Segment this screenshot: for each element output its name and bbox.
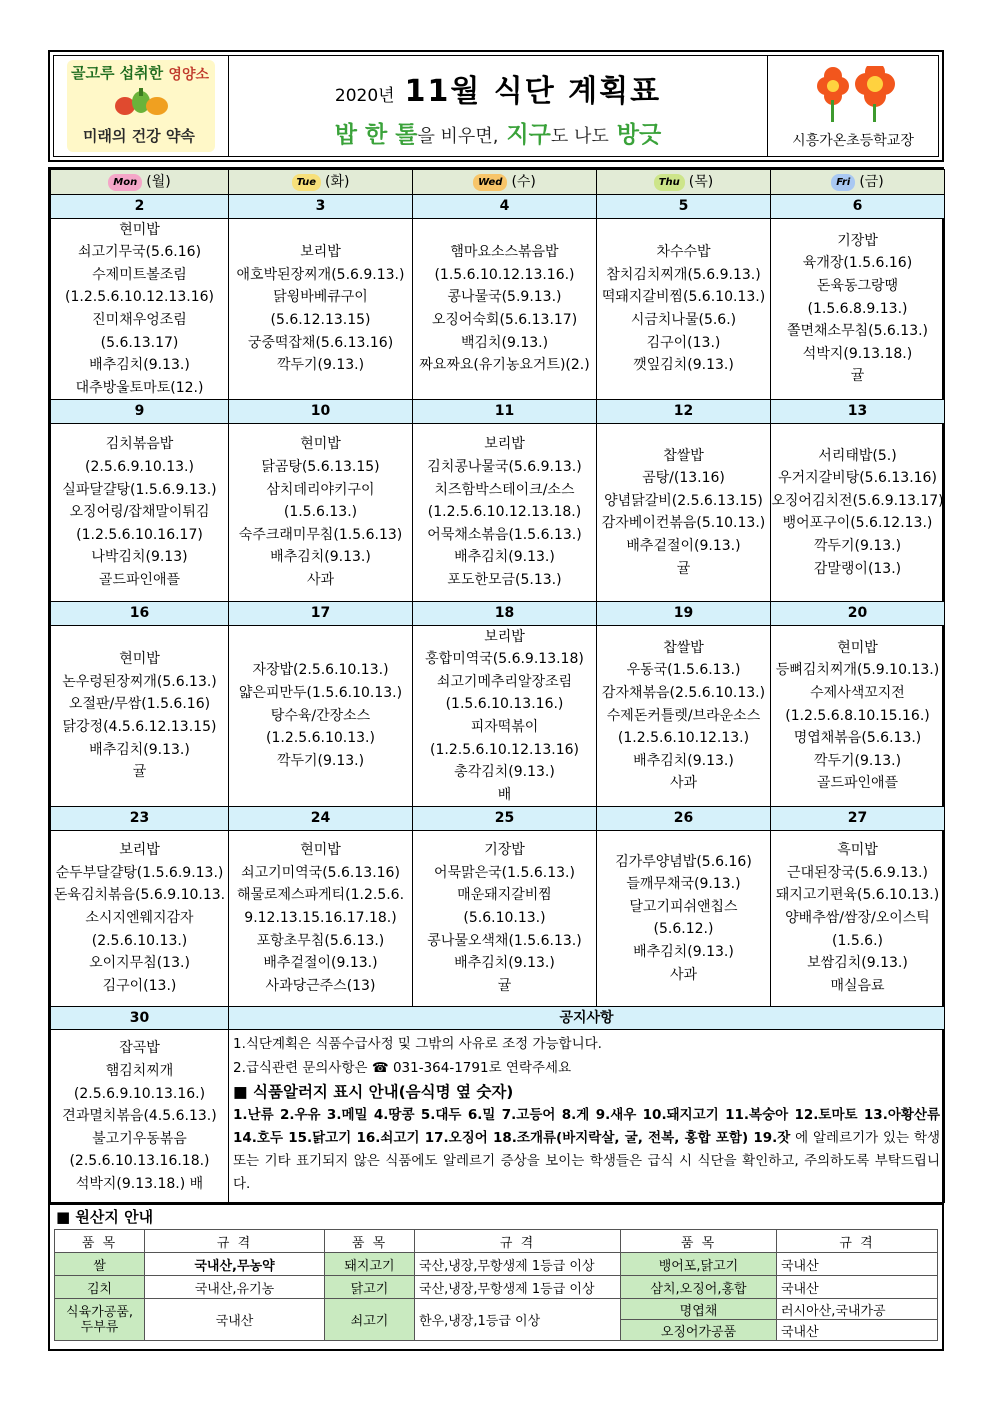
menu-item: 배추김치(9.13.) — [89, 357, 190, 374]
menu-cell — [771, 625, 945, 807]
menu-item: 골드파인애플 — [816, 775, 899, 792]
menu-cell — [771, 830, 945, 1006]
origin-spec: 국산,냉장,무항생제 1등급 이상 — [415, 1276, 621, 1299]
slogan-c: 지구 — [506, 122, 551, 148]
menu-item: 기장밥 — [837, 232, 878, 249]
menu-item: (1.5.6.10.13.16.) — [445, 696, 564, 713]
date-cell: 5 — [597, 195, 771, 219]
allergy-text: 에 알레르기가 있는 학생 또는 기타 표기되지 않은 식품에도 알레르기 증상을 보이는 학생들은 급식 시 식단을 확인하고, 주의하도록 부탁드립니다. — [233, 1130, 940, 1193]
menu-page — [48, 50, 944, 1351]
slogan-a: 밥 한 톨 — [334, 122, 418, 148]
date-cell: 18 — [413, 601, 597, 625]
menu-item: 석박지(9.13.18.) — [802, 345, 913, 362]
menu-item: 김가루양념밥(5.6.16) — [615, 853, 752, 870]
menu-item: 배추김치(9.13.) — [270, 549, 371, 566]
menu-item: 깍두기(9.13.) — [276, 357, 365, 374]
menu-item: 보리밥 — [300, 244, 341, 261]
menu-item: 양배추쌈/쌈장/오이스틱 — [785, 910, 930, 927]
title-cell — [229, 56, 768, 156]
menu-item: 귤 — [132, 764, 147, 781]
date-cell: 10 — [229, 400, 413, 424]
menu-cell — [771, 423, 945, 601]
menu-item: 김구이(13.) — [102, 977, 177, 994]
menu-item: 쇠고기무국(5.6.16) — [77, 244, 202, 261]
day-tag: Fri — [831, 174, 855, 191]
menu-item: 돼지고기편육(5.6.10.13.) — [775, 887, 940, 904]
year: 2020년 — [334, 86, 395, 106]
menu-item: (2.5.6.9.10.13.) — [85, 458, 194, 475]
menu-item: 삼치데리야키구이 — [266, 481, 375, 498]
day-tag: Mon — [108, 174, 142, 191]
origin-header: 규 격 — [415, 1230, 621, 1253]
menu-cell — [229, 830, 413, 1006]
date-cell: 20 — [771, 601, 945, 625]
slogan-b: 을 비우면, — [417, 126, 499, 147]
menu-item: 우동국(1.5.6.13.) — [626, 662, 741, 679]
menu-item: 매실음료 — [830, 977, 885, 994]
menu-item: 오이지무침(13.) — [89, 955, 190, 972]
menu-item: 치즈함박스테이크/소스 — [434, 481, 575, 498]
allergy-info — [233, 1104, 940, 1196]
menu-item: 오징어숙회(5.6.13.17) — [431, 311, 578, 328]
menu-item: 등뼈김치찌개(5.9.10.13.) — [775, 662, 940, 679]
logo-cell — [54, 56, 229, 156]
menu-item: (1.2.5.6.10.12.13.16) — [430, 741, 579, 758]
page-title — [229, 66, 767, 110]
menu-item: (5.6.10.13.) — [463, 910, 546, 927]
menu-item: 자장밥(2.5.6.10.13.) — [252, 662, 389, 679]
origin-row — [55, 1276, 938, 1299]
menu-item: 현미밥 — [300, 436, 341, 453]
menu-item: 명엽채볶음(5.6.13.) — [793, 730, 922, 747]
menu-item: 우거지갈비탕(5.6.13.16) — [778, 470, 937, 487]
logo-text-right: 영양소 — [168, 67, 209, 83]
menu-cell — [229, 625, 413, 807]
menu-item: 콩나물국(5.9.13.) — [447, 289, 562, 306]
origin-item: 쇠고기 — [325, 1299, 415, 1341]
date-cell: 17 — [229, 601, 413, 625]
menu-item: 쇠고기미역국(5.6.13.16) — [241, 864, 400, 881]
menu-item: 잡곡밥 — [119, 1040, 160, 1057]
menu-item: 9.12.13.15.16.17.18.) — [244, 910, 397, 927]
menu-cell — [597, 423, 771, 601]
menu-item: 홍합미역국(5.6.9.13.18) — [425, 651, 584, 668]
date-row — [51, 195, 945, 219]
menu-item: 현미밥 — [119, 651, 160, 668]
menu-item: 현미밥 — [837, 639, 878, 656]
menu-item: 나박김치(9.13) — [91, 549, 188, 566]
menu-item: 육개장(1.5.6.16) — [802, 255, 913, 272]
menu-item: 배추김치(9.13.) — [89, 741, 190, 758]
menu-cell — [597, 218, 771, 400]
menu-item: (2.5.6.10.13.16.18.) — [69, 1153, 210, 1170]
weekday-fri: Fri (금) — [771, 170, 945, 195]
menu-item: 오징어김치전(5.6.9.13.17) — [771, 492, 944, 509]
origin-spec: 한우,냉장,1등급 이상 — [415, 1299, 621, 1341]
menu-item: 깍두기(9.13.) — [276, 752, 365, 769]
menu-item: 귤 — [676, 560, 691, 577]
menu-item: 총각김치(9.13.) — [454, 764, 555, 781]
menu-item: (5.6.13.17) — [100, 334, 179, 351]
date-cell: 30 — [51, 1006, 229, 1030]
menu-item: 보리밥 — [484, 628, 525, 645]
origin-row — [55, 1253, 938, 1276]
weekday-row — [51, 170, 945, 195]
menu-cell — [771, 218, 945, 400]
menu-item: 깍두기(9.13.) — [813, 538, 902, 555]
date-cell: 4 — [413, 195, 597, 219]
origin-item: 오징어가공품 — [621, 1320, 777, 1341]
origin-item: 식육가공품, 두부류 — [55, 1299, 145, 1341]
origin-spec: 국내산 — [777, 1253, 938, 1276]
menu-item: (1.2.5.6.10.12.13.16) — [65, 289, 214, 306]
menu-item: (1.2.5.6.10.12.13.18.) — [427, 504, 582, 521]
menu-item: 달고기피쉬앤칩스 — [629, 898, 738, 915]
menu-cell — [229, 218, 413, 400]
menu-item: 근대된장국(5.6.9.13.) — [787, 864, 928, 881]
menu-item: 현미밥 — [119, 221, 160, 238]
menu-item: 시금치나물(5.6.) — [630, 311, 737, 328]
slogan — [229, 116, 767, 149]
menu-item: 참치김치찌개(5.6.9.13.) — [606, 266, 761, 283]
logo-text-bottom: 미래의 건강 약속 — [83, 127, 195, 145]
date-cell: 9 — [51, 400, 229, 424]
menu-row — [51, 625, 945, 807]
flowers-icon — [804, 66, 904, 124]
date-row — [51, 807, 945, 831]
menu-cell — [413, 218, 597, 400]
menu-item: 애호박된장찌개(5.6.9.13.) — [236, 266, 405, 283]
weekday-wed: Wed (수) — [413, 170, 597, 195]
origin-spec: 국내산,유기농 — [145, 1276, 325, 1299]
menu-item: 보리밥 — [119, 842, 160, 859]
notice-line-1: 1.식단계획은 식품수급사정 및 그밖의 사유로 조정 가능합니다. — [233, 1036, 602, 1053]
date-cell: 23 — [51, 807, 229, 831]
logo-text-top: 골고루 섭취한 — [71, 64, 164, 82]
menu-item: 해물로제스파게티(1.2.5.6. — [236, 887, 405, 904]
date-cell: 27 — [771, 807, 945, 831]
menu-item: 차수수밥 — [656, 244, 711, 261]
menu-item: (1.2.5.6.8.10.15.16.) — [785, 707, 930, 724]
date-row — [51, 601, 945, 625]
menu-item: 포도한모금(5.13.) — [447, 571, 562, 588]
menu-item: (1.5.6.13.) — [283, 504, 358, 521]
menu-item: 실파달걀탕(1.5.6.9.13.) — [62, 481, 217, 498]
header — [48, 50, 944, 162]
menu-item: 닭곰탕(5.6.13.15) — [261, 458, 380, 475]
day-tag: Tue — [292, 174, 321, 191]
menu-item: 귤 — [497, 977, 512, 994]
menu-cell — [413, 423, 597, 601]
menu-cell — [51, 830, 229, 1006]
allergy-title: ■ 식품알러지 표시 안내(음식명 옆 숫자) — [233, 1083, 514, 1102]
menu-cell — [597, 625, 771, 807]
menu-item: (1.5.6.8.9.13.) — [807, 300, 908, 317]
menu-item: 들깨무채국(9.13.) — [626, 876, 741, 893]
weekday-thu: Thu (목) — [597, 170, 771, 195]
menu-item: 현미밥 — [300, 842, 341, 859]
menu-item: 궁중떡잡채(5.6.13.16) — [247, 334, 394, 351]
menu-item: 배추겉절이(9.13.) — [626, 538, 741, 555]
origin-header: 규 격 — [777, 1230, 938, 1253]
notice-title: 공지사항 — [229, 1006, 945, 1030]
vegetables-icon — [113, 86, 171, 120]
menu-item: 피자떡볶이 — [470, 718, 539, 735]
school-cell — [768, 56, 938, 156]
date-row — [51, 1006, 945, 1030]
menu-item: (1.2.5.6.10.13.) — [266, 730, 375, 747]
title-text: 11월 식단 계획표 — [404, 74, 662, 109]
menu-item: 어묵채소볶음(1.5.6.13.) — [427, 526, 582, 543]
origin-item: 쌀 — [55, 1253, 145, 1276]
menu-item: 햄마요소스볶음밥 — [450, 244, 559, 261]
origin-row — [55, 1299, 938, 1320]
menu-item: 짜요짜요(유기농요거트)(2.) — [419, 357, 590, 374]
menu-item: 콩나물오색채(1.5.6.13.) — [427, 932, 582, 949]
menu-cell — [597, 830, 771, 1006]
menu-item: 불고기우동볶음 — [92, 1130, 187, 1147]
date-cell: 12 — [597, 400, 771, 424]
menu-cell — [413, 625, 597, 807]
origin-header: 품 목 — [325, 1230, 415, 1253]
date-cell: 6 — [771, 195, 945, 219]
menu-item: (1.5.6.) — [832, 932, 883, 949]
origin-header-row — [55, 1230, 938, 1253]
notice-cell — [229, 1030, 945, 1203]
menu-item: 보리밥 — [484, 436, 525, 453]
menu-item: 배추김치(9.13.) — [633, 752, 734, 769]
menu-item: 얇은피만두(1.5.6.10.13.) — [238, 685, 403, 702]
menu-item: 쇠고기메추리알장조림 — [436, 673, 573, 690]
menu-item: 깻잎김치(9.13.) — [633, 357, 734, 374]
menu-item: 사과당근주스(13) — [265, 977, 376, 994]
menu-item: 수제사색꼬지전 — [810, 685, 905, 702]
school-name: 시흥가온초등학교장 — [792, 133, 914, 149]
weekday-tue: Tue (화) — [229, 170, 413, 195]
origin-item: 닭고기 — [325, 1276, 415, 1299]
menu-item: (1.2.5.6.10.12.13.) — [617, 730, 750, 747]
menu-row — [51, 218, 945, 400]
menu-cell — [229, 423, 413, 601]
menu-item: 뱅어포구이(5.6.12.13.) — [782, 515, 933, 532]
menu-item: 김구이(13.) — [646, 334, 721, 351]
menu-item: 어묵맑은국(1.5.6.13.) — [434, 864, 575, 881]
origin-header: 품 목 — [621, 1230, 777, 1253]
menu-item: 돈육김치볶음(5.6.9.10.13. — [53, 887, 226, 904]
menu-item: 찹쌀밥 — [663, 639, 704, 656]
menu-item: 포항초무침(5.6.13.) — [256, 932, 385, 949]
menu-cell — [413, 830, 597, 1006]
menu-row — [51, 830, 945, 1006]
menu-item: 기장밥 — [484, 842, 525, 859]
menu-item: 논우렁된장찌개(5.6.13.) — [62, 673, 217, 690]
menu-item: 배 — [497, 786, 512, 803]
menu-item: (1.5.6.10.12.13.16.) — [434, 266, 575, 283]
date-cell: 25 — [413, 807, 597, 831]
date-cell: 26 — [597, 807, 771, 831]
menu-item: 배추김치(9.13.) — [454, 955, 555, 972]
menu-item: 골드파인애플 — [98, 571, 181, 588]
slogan-e: 방긋 — [616, 122, 662, 148]
menu-item: 대추방울토마토(12.) — [75, 379, 204, 396]
allergy-list: 1.난류 2.우유 3.메밀 4.땅콩 5.대두 6.밀 7.고등어 8.게 9.새우 10.돼지고기 11.복숭아 12.토마토 13.아황산류 14.호두 15.닭고기 16.쇠고기 17.오징어 18.조개류(바지락살, 굴, 전복, 홍합 포함) 19.잣 — [233, 1107, 940, 1147]
origin-header: 품 목 — [55, 1230, 145, 1253]
menu-item: (2.5.6.9.10.13.16.) — [73, 1085, 206, 1102]
origin-spec: 러시아산,국내가공 — [777, 1299, 938, 1320]
menu-item: 보쌈김치(9.13.) — [807, 955, 908, 972]
menu-item: 귤 — [850, 368, 865, 385]
origin-spec: 국내산 — [145, 1299, 325, 1341]
weekday-mon: Mon (월) — [51, 170, 229, 195]
menu-item: 돈육동그랑땡 — [816, 278, 899, 295]
menu-cell-30 — [51, 1030, 229, 1203]
menu-item: 깍두기(9.13.) — [813, 752, 902, 769]
menu-item: 김치볶음밥 — [105, 436, 174, 453]
menu-item: 탕수육/간장소스 — [270, 707, 371, 724]
date-row — [51, 400, 945, 424]
origin-item: 뱅어포,닭고기 — [621, 1253, 777, 1276]
menu-item: 오절판/무쌈(1.5.6.16) — [68, 696, 211, 713]
menu-item: 양념닭갈비(2.5.6.13.15) — [604, 492, 763, 509]
origin-item: 돼지고기 — [325, 1253, 415, 1276]
menu-item: (1.2.5.6.10.16.17) — [76, 526, 203, 543]
menu-calendar — [48, 167, 944, 1205]
menu-item: (5.6.12.13.15) — [270, 311, 371, 328]
origin-section — [48, 1205, 944, 1351]
menu-item: 매운돼지갈비찜 — [457, 887, 552, 904]
menu-item: 닭강정(4.5.6.12.13.15) — [62, 718, 217, 735]
menu-item: 김치콩나물국(5.6.9.13.) — [427, 458, 582, 475]
menu-item: 감자채볶음(2.5.6.10.13.) — [601, 685, 766, 702]
menu-item: 순두부달걀탕(1.5.6.9.13.) — [55, 864, 224, 881]
day-tag: Wed — [473, 174, 507, 191]
menu-item: 배추겉절이(9.13.) — [263, 955, 378, 972]
menu-item: 소시지엔웨지감자 — [85, 910, 194, 927]
origin-spec: 국내산,무농약 — [145, 1253, 325, 1276]
date-cell: 24 — [229, 807, 413, 831]
menu-item: 닭윙바베큐구이 — [273, 289, 368, 306]
menu-item: 배추김치(9.13.) — [633, 943, 734, 960]
date-cell: 11 — [413, 400, 597, 424]
menu-cell — [51, 218, 229, 400]
origin-table — [54, 1229, 938, 1341]
menu-item: 사과 — [669, 966, 698, 983]
menu-item: (5.6.12.) — [653, 921, 714, 938]
date-cell: 13 — [771, 400, 945, 424]
origin-header: 규 격 — [145, 1230, 325, 1253]
menu-item: 사과 — [306, 571, 335, 588]
origin-spec: 국내산 — [777, 1320, 938, 1341]
date-cell: 16 — [51, 601, 229, 625]
origin-item: 김치 — [55, 1276, 145, 1299]
menu-item: 떡돼지갈비찜(5.6.10.13.) — [601, 289, 766, 306]
menu-item: 견과멸치볶음(4.5.6.13.) — [62, 1108, 217, 1125]
menu-item: 감자베이컨볶음(5.10.13.) — [601, 515, 766, 532]
menu-item: 흑미밥 — [837, 842, 878, 859]
menu-row — [51, 423, 945, 601]
menu-item: 숙주크래미무침(1.5.6.13) — [238, 526, 403, 543]
menu-item: 진미채우엉조림 — [92, 311, 187, 328]
date-cell: 2 — [51, 195, 229, 219]
origin-spec: 국산,냉장,무항생제 1등급 이상 — [415, 1253, 621, 1276]
menu-item: 수제돈커틀렛/브라운소스 — [606, 707, 761, 724]
menu-item: 서리태밥(5.) — [818, 447, 897, 464]
menu-item: 배추김치(9.13.) — [454, 549, 555, 566]
origin-item: 삼치,오징어,홍합 — [621, 1276, 777, 1299]
menu-item: 찹쌀밥 — [663, 447, 704, 464]
menu-item: 백김치(9.13.) — [460, 334, 549, 351]
origin-title: ■ 원산지 안내 — [56, 1208, 154, 1227]
menu-item: 감말랭이(13.) — [813, 560, 902, 577]
menu-cell — [51, 423, 229, 601]
origin-item: 명엽채 — [621, 1299, 777, 1320]
menu-item: 사과 — [669, 775, 698, 792]
origin-spec: 국내산 — [777, 1276, 938, 1299]
notice-line-2: 2.급식관련 문의사항은 ☎ 031-364-1791로 연락주세요 — [233, 1060, 572, 1077]
menu-item: 오징어링/잡채말이튀김 — [69, 504, 210, 521]
slogan-d: 도 나도 — [550, 126, 609, 147]
menu-item: 햄김치찌개 — [105, 1062, 174, 1079]
menu-item: 쫄면채소무침(5.6.13.) — [786, 323, 929, 340]
menu-cell — [51, 625, 229, 807]
menu-item: (2.5.6.10.13.) — [91, 932, 188, 949]
menu-item: 곰탕/(13.16) — [642, 470, 725, 487]
menu-item: 수제미트볼조림 — [92, 266, 187, 283]
nutrition-logo — [67, 60, 215, 152]
date-cell: 3 — [229, 195, 413, 219]
date-cell: 19 — [597, 601, 771, 625]
day-tag: Thu — [654, 174, 685, 191]
menu-item: 석박지(9.13.18.) 배 — [75, 1175, 204, 1192]
